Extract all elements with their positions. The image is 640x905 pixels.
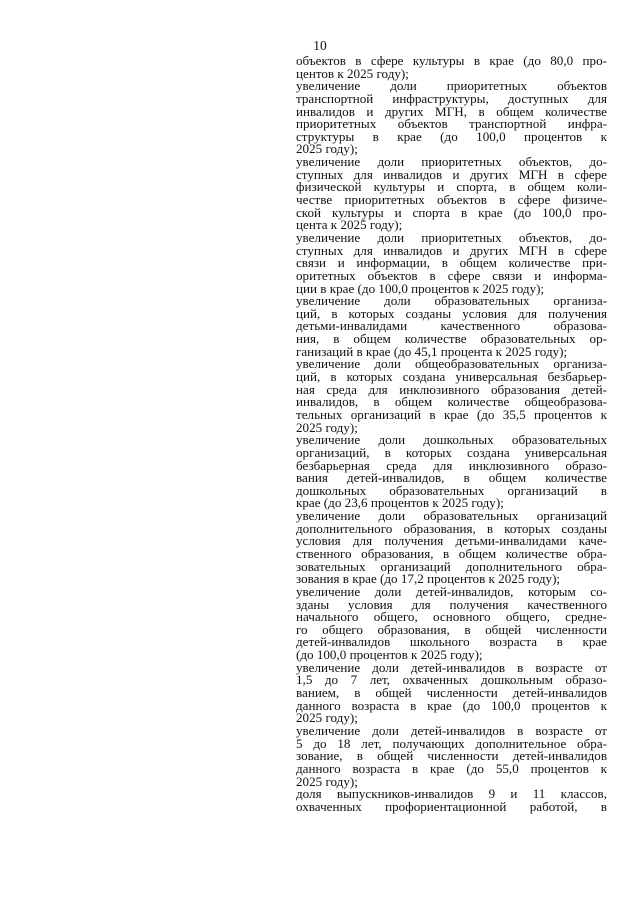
text-line: го общего образования, в общей численности xyxy=(296,621,607,637)
text-line: ганизаций в крае (до 45,1 процента к 2025 году); xyxy=(296,343,568,359)
text-line: увеличение доли детей-инвалидов, которым со- xyxy=(296,583,607,599)
text-line: зование, в общей численности детей-инвалидов xyxy=(296,748,607,764)
text-line: доля выпускников-инвалидов 9 и 11 классов, xyxy=(296,786,607,802)
text-line: увеличение доли образовательных организаций xyxy=(296,508,607,524)
text-line: ции в крае (до 100,0 процентов к 2025 году); xyxy=(296,280,545,296)
text-line: приоритетных объектов транспортной инфра- xyxy=(296,116,607,132)
text-line: (до 100,0 процентов к 2025 году); xyxy=(296,647,483,663)
text-line: безбарьерная среда для инклюзивного образо- xyxy=(296,457,607,473)
text-line: увеличение доли детей-инвалидов в возрасте от xyxy=(296,722,607,738)
text-line: условия для получения детьми-инвалидами каче- xyxy=(296,533,607,549)
text-line: дополнительного образования, в которых созданы xyxy=(296,520,607,536)
text-line: 5 до 18 лет, получающих дополнительное обра- xyxy=(296,735,607,751)
text-line: увеличение доли приоритетных объектов xyxy=(296,78,607,94)
text-line: 2025 году); xyxy=(296,773,358,789)
text-line: организаций, в которых создана универсальная xyxy=(296,444,607,460)
text-line: увеличение доли приоритетных объектов, до- xyxy=(296,229,607,245)
text-line: инвалидов, в общем количестве общеобразова- xyxy=(296,394,607,410)
text-line: 2025 году); xyxy=(296,710,358,726)
page-number: 10 xyxy=(313,38,327,53)
text-line: увеличение доли приоритетных объектов, до- xyxy=(296,154,607,170)
text-line: ступных для инвалидов и других МГН в сфере xyxy=(296,166,607,182)
text-line: увеличение доли образовательных организа- xyxy=(296,293,607,309)
text-line: ций, в которых создана универсальная безбарьер- xyxy=(296,369,607,385)
text-line: дошкольных образовательных организаций в xyxy=(296,482,607,498)
text-line: вания детей-инвалидов, в общем количестве xyxy=(296,470,607,486)
text-line: 2025 году); xyxy=(296,141,358,157)
text-line: ственного образования, в общем количестве обра- xyxy=(296,545,607,561)
text-line: зовательных организаций дополнительного обра- xyxy=(296,558,607,574)
text-line: ванием, в общей численности детей-инвалидов xyxy=(296,685,607,701)
text-line: ная среда для инклюзивного образования детей- xyxy=(296,381,607,397)
text-line: ступных для инвалидов и других МГН в сфере xyxy=(296,242,607,258)
text-line: связи и информации, в общем количестве при- xyxy=(296,255,607,271)
text-line: 2025 году); xyxy=(296,419,358,435)
text-line: детей-инвалидов школьного возраста в крае xyxy=(296,634,607,650)
text-line: увеличение доли общеобразовательных организа- xyxy=(296,356,607,372)
text-line: объектов в сфере культуры в крае (до 80,0 про- xyxy=(296,53,607,68)
text-line: ния, в общем количестве образовательных ор- xyxy=(296,331,607,347)
text-line: честве приоритетных объектов в сфере физиче- xyxy=(296,192,607,208)
text-line: цента к 2025 году); xyxy=(296,217,403,233)
text-line: зданы условия для получения качественного xyxy=(296,596,607,612)
text-line: ций, в которых созданы условия для получения xyxy=(296,305,607,321)
text-line: начального общего, основного общего, средне- xyxy=(296,609,607,625)
text-line: тельных организаций в крае (до 35,5 процентов к xyxy=(296,406,607,422)
text-line: физической культуры и спорта, в общем коли- xyxy=(296,179,607,195)
text-line: структуры в крае (до 100,0 процентов к xyxy=(296,128,607,144)
document-body xyxy=(296,55,607,813)
text-line: инвалидов и других МГН, в общем количестве xyxy=(296,103,607,119)
text-line: данного возраста в крае (до 100,0 процентов к xyxy=(296,697,607,713)
text-line: данного возраста в крае (до 55,0 процентов к xyxy=(296,760,607,776)
text-line: оритетных объектов в сфере связи и информа- xyxy=(296,267,607,283)
text-line: увеличение доли дошкольных образовательных xyxy=(296,432,607,448)
text-line: охваченных профориентационной работой, в xyxy=(296,798,607,814)
text-line: транспортной инфраструктуры, доступных для xyxy=(296,90,607,106)
text-line: 1,5 до 7 лет, охваченных дошкольным образо- xyxy=(296,672,607,688)
text-line: ской культуры и спорта в крае (до 100,0 про- xyxy=(296,204,607,220)
text-line: зования в крае (до 17,2 процентов к 2025 году); xyxy=(296,571,561,587)
text-line: центов к 2025 году); xyxy=(296,65,409,81)
text-line: увеличение доли детей-инвалидов в возрасте от xyxy=(296,659,607,675)
text-line: крае (до 23,6 процентов к 2025 году); xyxy=(296,495,504,511)
text-line: детьми-инвалидами качественного образова- xyxy=(296,318,607,334)
